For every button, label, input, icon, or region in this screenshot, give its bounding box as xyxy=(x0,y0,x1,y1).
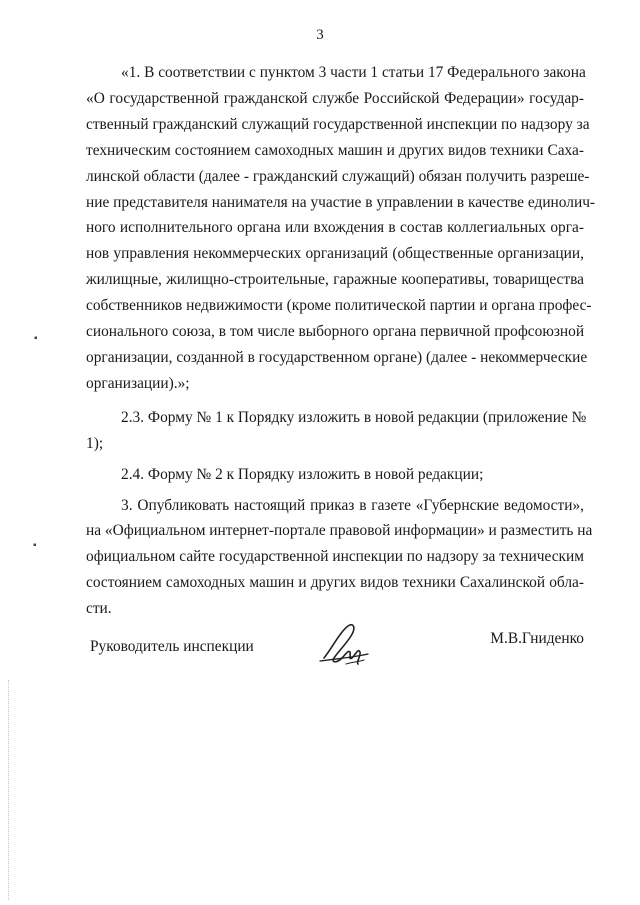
text-line: сионального союза, в том числе выборного органа первичной профсоюзной xyxy=(86,323,585,341)
text-line: 2.3. Форму № 1 к Порядку изложить в новой редакции (приложение № xyxy=(121,408,587,426)
signatory-position: Руководитель инспекции xyxy=(90,638,254,655)
scan-artifact-line xyxy=(8,680,10,900)
text-line: 1); xyxy=(86,434,104,452)
text-line: состоянием самоходных машин и других видов техники Сахалинской обла- xyxy=(86,574,584,592)
text-line: «1. В соответствии с пунктом 3 части 1 статьи 17 Федерального закона xyxy=(121,64,586,81)
text-line: линской области (далее - гражданский служащий) обязан получить разреше- xyxy=(86,167,590,185)
text-line: ного исполнительного органа или вхождения в состав коллегиальных орга- xyxy=(86,219,584,237)
text-line: «О государственной гражданской службе Российской Федерации» государ- xyxy=(86,89,584,107)
text-line: собственников недвижимости (кроме политической партии и органа профес- xyxy=(86,297,592,315)
page-number: 3 xyxy=(316,27,324,43)
text-line: на «Официальном интернет-портале правовой информации» и разместить на xyxy=(86,522,593,540)
text-line: жилищные, жилищно-строительные, гаражные кооперативы, товарищества xyxy=(86,271,584,289)
paragraph-4 xyxy=(86,493,593,623)
text-line: официальном сайте государственной инспекции по надзору за техническим xyxy=(86,548,584,566)
text-line: сти. xyxy=(86,600,112,618)
signatory-name: М.В.Гниденко xyxy=(490,630,584,647)
document-body xyxy=(86,60,596,622)
text-line: нов управления некоммерческих организаций (общественные организации, xyxy=(86,245,584,263)
paragraph-3 xyxy=(86,462,584,488)
paragraph-2 xyxy=(86,405,587,457)
text-line: 2.4. Форму № 2 к Порядку изложить в новой редакции; xyxy=(121,465,484,483)
paragraph-1 xyxy=(86,60,596,397)
text-line: 3. Опубликовать настоящий приказ в газете «Губернские ведомости», xyxy=(121,496,584,514)
handwritten-signature-icon xyxy=(318,618,370,668)
signature-block xyxy=(90,618,584,678)
text-line: организации, созданной в государственном органе) (далее - некоммерческие xyxy=(86,348,588,366)
scan-mark-icon: ▪ xyxy=(33,540,37,551)
text-line: организации).»; xyxy=(86,374,190,392)
text-line: техническим состоянием самоходных машин и других видов техники Саха- xyxy=(86,141,584,159)
text-line: ственный гражданский служащий государственной инспекции по надзору за xyxy=(86,115,590,133)
scan-mark-icon: ▪ xyxy=(34,333,38,344)
text-line: ние представителя нанимателя на участие в управлении в качестве единолич- xyxy=(86,193,596,211)
